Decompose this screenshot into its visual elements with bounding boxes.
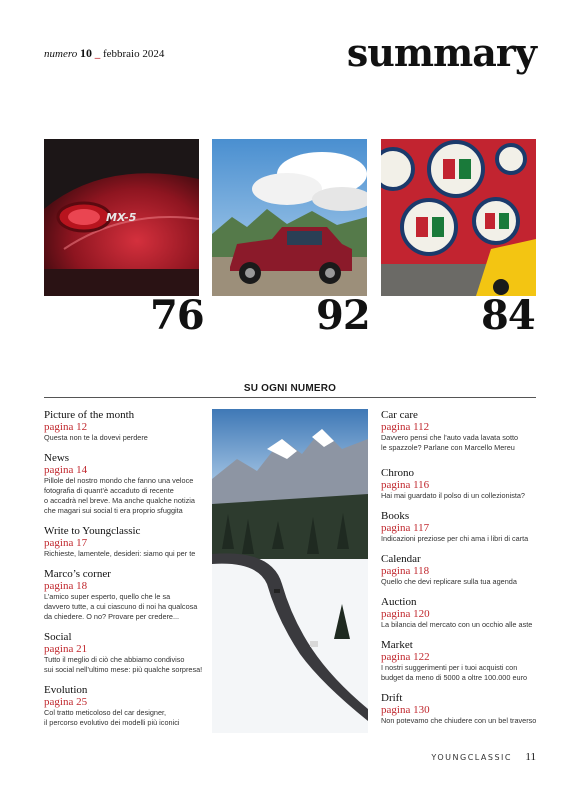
list-item [44, 631, 204, 675]
item-page: pagina 122 [381, 651, 430, 663]
issue-date: febbraio 2024 [102, 48, 165, 60]
list-item [44, 452, 204, 516]
item-title: Marco’s corner [44, 568, 111, 580]
issue-separator: _ [94, 48, 101, 60]
item-desc: L’amico super esperto, quello che le sa [44, 592, 171, 601]
item-desc: Indicazioni preziose per chi ama i libri di carta [381, 534, 529, 543]
item-page: pagina 117 [381, 522, 430, 534]
feature-page-number: 76 [150, 292, 204, 339]
item-desc: da chiedere. O no? Provare per credere... [44, 612, 180, 621]
item-title: Drift [381, 692, 403, 704]
list-item [381, 409, 539, 453]
section-title: SU OGNI NUMERO [243, 383, 337, 394]
item-page: pagina 12 [44, 421, 88, 433]
item-desc: Quello che devi replicare sulla tua agenda [381, 577, 517, 586]
red-suv-mountains-photo [212, 139, 367, 296]
item-desc: I nostri suggerimenti per i tuoi acquisti con [381, 663, 518, 672]
right-column [381, 409, 539, 735]
item-desc: Questa non te la dovevi perdere [44, 433, 148, 442]
item-desc: Richieste, lamentele, desideri: siamo qui per te [44, 549, 196, 558]
item-title: Books [381, 510, 410, 522]
list-item [381, 639, 539, 683]
item-title: Auction [381, 596, 417, 608]
footer-page-number: 11 [525, 751, 536, 763]
item-desc: le spazzole? Parlane con Marcello Mereu [381, 443, 515, 452]
item-page: pagina 116 [381, 479, 430, 491]
footer-brand: YOUNGCLASSIC [431, 753, 512, 762]
list-item [381, 692, 539, 726]
item-page: pagina 25 [44, 696, 88, 708]
list-item [381, 467, 539, 501]
item-title: Write to Youngclassic [44, 525, 141, 537]
item-title: Social [44, 631, 72, 643]
item-page: pagina 120 [381, 608, 430, 620]
list-item [44, 684, 204, 728]
list-item [381, 510, 539, 544]
item-desc: Hai mai guardato il polso di un collezionista? [381, 491, 525, 500]
list-item [381, 596, 539, 630]
item-desc: sui social nell’ultimo mese: più qualche sorpresa! [44, 665, 203, 674]
section-divider [44, 397, 536, 398]
item-page: pagina 21 [44, 643, 88, 655]
item-desc: Pillole del nostro mondo che fanno una veloce [44, 476, 194, 485]
item-page: pagina 17 [44, 537, 88, 549]
item-desc: Non potevamo che chiudere con un bel traverso [381, 716, 537, 725]
item-page: pagina 118 [381, 565, 430, 577]
item-title: Evolution [44, 684, 88, 696]
item-page: pagina 14 [44, 464, 88, 476]
item-desc: il percorso evolutivo dei modelli più iconici [44, 718, 180, 727]
red-mx5-rear-photo [44, 139, 199, 296]
item-desc: o accadrà nel breve. Ma anche qualche notizia [44, 496, 195, 505]
feature-page-number: 92 [316, 292, 370, 339]
item-desc: Tutto il meglio di ciò che abbiamo condiviso [44, 655, 185, 664]
snowy-mountain-road-photo [212, 409, 368, 733]
list-item [44, 409, 204, 443]
issue-label: numero [44, 48, 78, 60]
item-page: pagina 130 [381, 704, 430, 716]
item-desc: Col tratto meticoloso del car designer, [44, 708, 167, 717]
issue-info [44, 46, 164, 61]
list-item [381, 553, 539, 587]
page-title: summary [346, 30, 536, 75]
item-title: News [44, 452, 70, 464]
item-desc: fotografia di quant’è accaduto di recente [44, 486, 174, 495]
list-item [44, 525, 204, 559]
feature-page-number: 84 [481, 292, 535, 339]
item-desc: budget da meno di 5000 a oltre 100.000 euro [381, 673, 528, 682]
item-title: Market [381, 639, 413, 651]
item-title: Picture of the month [44, 409, 135, 421]
item-desc: La bilancia del mercato con un occhio alle aste [381, 620, 533, 629]
item-title: Calendar [381, 553, 421, 565]
item-desc: che magari sui social ti era proprio sfuggita [44, 506, 183, 515]
item-page: pagina 112 [381, 421, 430, 433]
item-desc: Davvero pensi che l’auto vada lavata sotto [381, 433, 519, 442]
svg-text:MX-5: MX-5 [106, 211, 137, 224]
item-title: Car care [381, 409, 418, 421]
item-page: pagina 18 [44, 580, 88, 592]
list-item [44, 568, 204, 622]
issue-number: 10 [79, 46, 92, 60]
left-column [44, 409, 204, 737]
item-title: Chrono [381, 467, 414, 479]
alfa-romeo-badges-wall-photo [381, 139, 536, 296]
item-desc: davvero tutte, a cui ciascuno di noi ha qualcosa [44, 602, 198, 611]
